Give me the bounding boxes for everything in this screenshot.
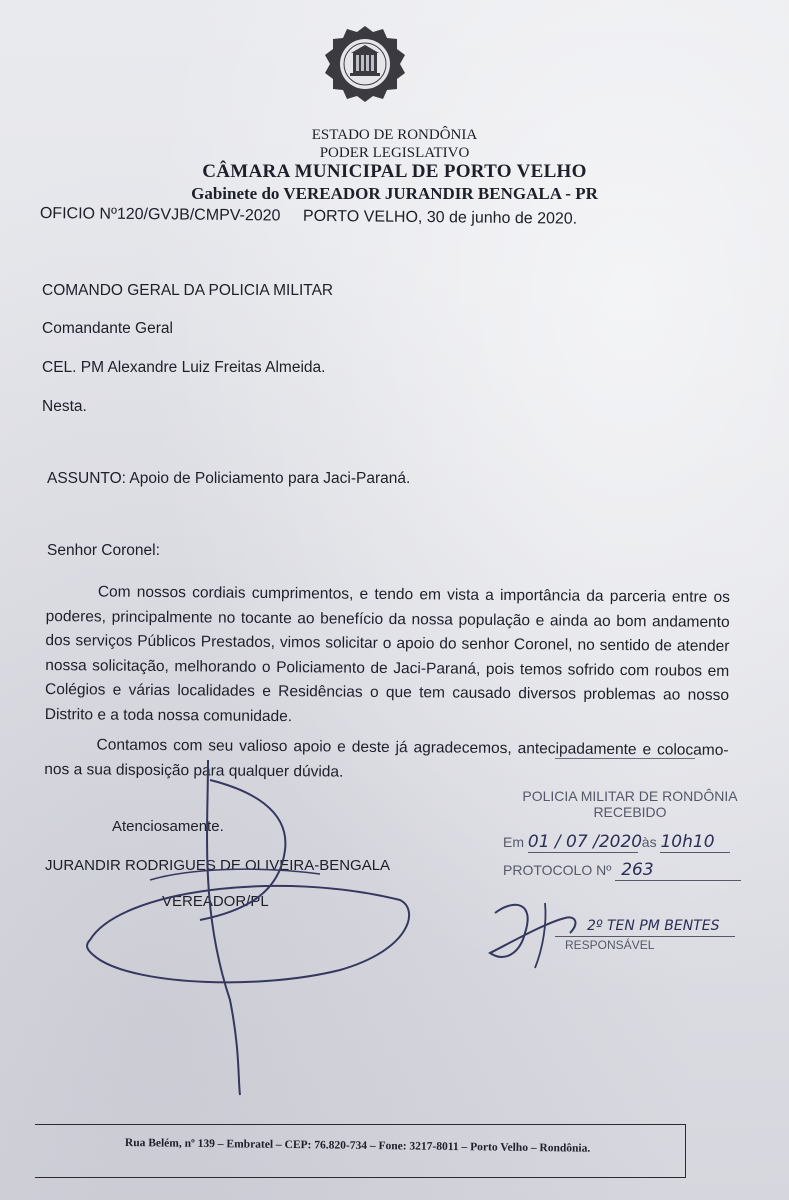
stamp-time-value: 10h10 (660, 832, 730, 853)
subject-line: ASSUNTO: Apoio de Policiamento para Jaci-Paraná. (47, 470, 411, 487)
footer-address-box (35, 1124, 686, 1178)
reception-stamp (495, 758, 765, 978)
closing-greeting: Atenciosamente. (112, 818, 224, 835)
stamp-date-value: 01 / 07 /2020 (527, 832, 643, 852)
stamp-protocol-label: PROTOCOLO Nº (503, 862, 612, 878)
stamp-time-label: às (641, 834, 657, 850)
signer-name: JURANDIR RODRIGUES DE OLIVEIRA-BENGALA (45, 857, 391, 874)
addressee-location: Nesta. (42, 398, 87, 415)
stamp-date-label: Em (503, 834, 524, 850)
header-chamber: CÂMARA MUNICIPAL DE PORTO VELHO (202, 161, 587, 182)
stamp-protocol-row (503, 860, 741, 881)
handwritten-signature (80, 750, 440, 1110)
stamp-status: RECEBIDO (593, 804, 667, 820)
header-state: ESTADO DE RONDÔNIA (311, 127, 478, 143)
addressee-name: CEL. PM Alexandre Luiz Freitas Almeida. (42, 359, 326, 376)
stamp-org: POLICIA MILITAR DE RONDÔNIA (522, 788, 738, 804)
header-office: Gabinete do VEREADOR JURANDIR BENGALA - PR (191, 184, 598, 203)
oficio-number: OFICIO Nº120/GVJB/CMPV-2020 (39, 205, 281, 225)
responsible-signature (485, 893, 595, 973)
chamber-seal-emblem (320, 24, 410, 106)
body-paragraph-1: Com nossos cordiais cumprimentos, e tendo em vista a importância da parceria entre os poderes, principalmente no tocante ao benefício da nossa população e ainda ao bom andamento dos serviços Públicos Prestados, vimos solicitar o apoio do senhor Coronel, no sentido de atender nossa solicitação, melhorando o Policiamento de Jaci-Paraná, pois temos sofrido com roubos em Colégios e várias localidades e Residências o que tem causado diversos problemas ao nosso Distrito e a toda nossa comunidade. (44, 583, 730, 725)
header-branch: PODER LEGISLATIVO (319, 145, 470, 161)
signer-title: VEREADOR/PL (162, 893, 269, 910)
addressee-role: Comandante Geral (42, 320, 173, 337)
stamp-protocol-value: 263 (615, 860, 741, 881)
body-paragraph-2: Contamos com seu valioso apoio e deste já agradecemos, antecipadamente e colocamo-nos a sua disposição para qualquer dúvida. (44, 736, 729, 781)
place-date: PORTO VELHO, 30 de junho de 2020. (302, 207, 578, 228)
stamp-responsible-value: 2º TEN PM BENTES (587, 918, 720, 934)
footer-address: Rua Belém, nº 139 – Embratel – CEP: 76.820-734 – Fone: 3217-8011 – Porto Velho – Rondônia. (124, 1137, 591, 1155)
stamp-responsible-label: RESPONSÁVEL (565, 938, 655, 952)
document-reference (40, 205, 577, 229)
stamp-date-row (503, 832, 730, 853)
addressee-org: COMANDO GERAL DA POLICIA MILITAR (42, 282, 334, 299)
salutation: Senhor Coronel: (47, 542, 160, 559)
